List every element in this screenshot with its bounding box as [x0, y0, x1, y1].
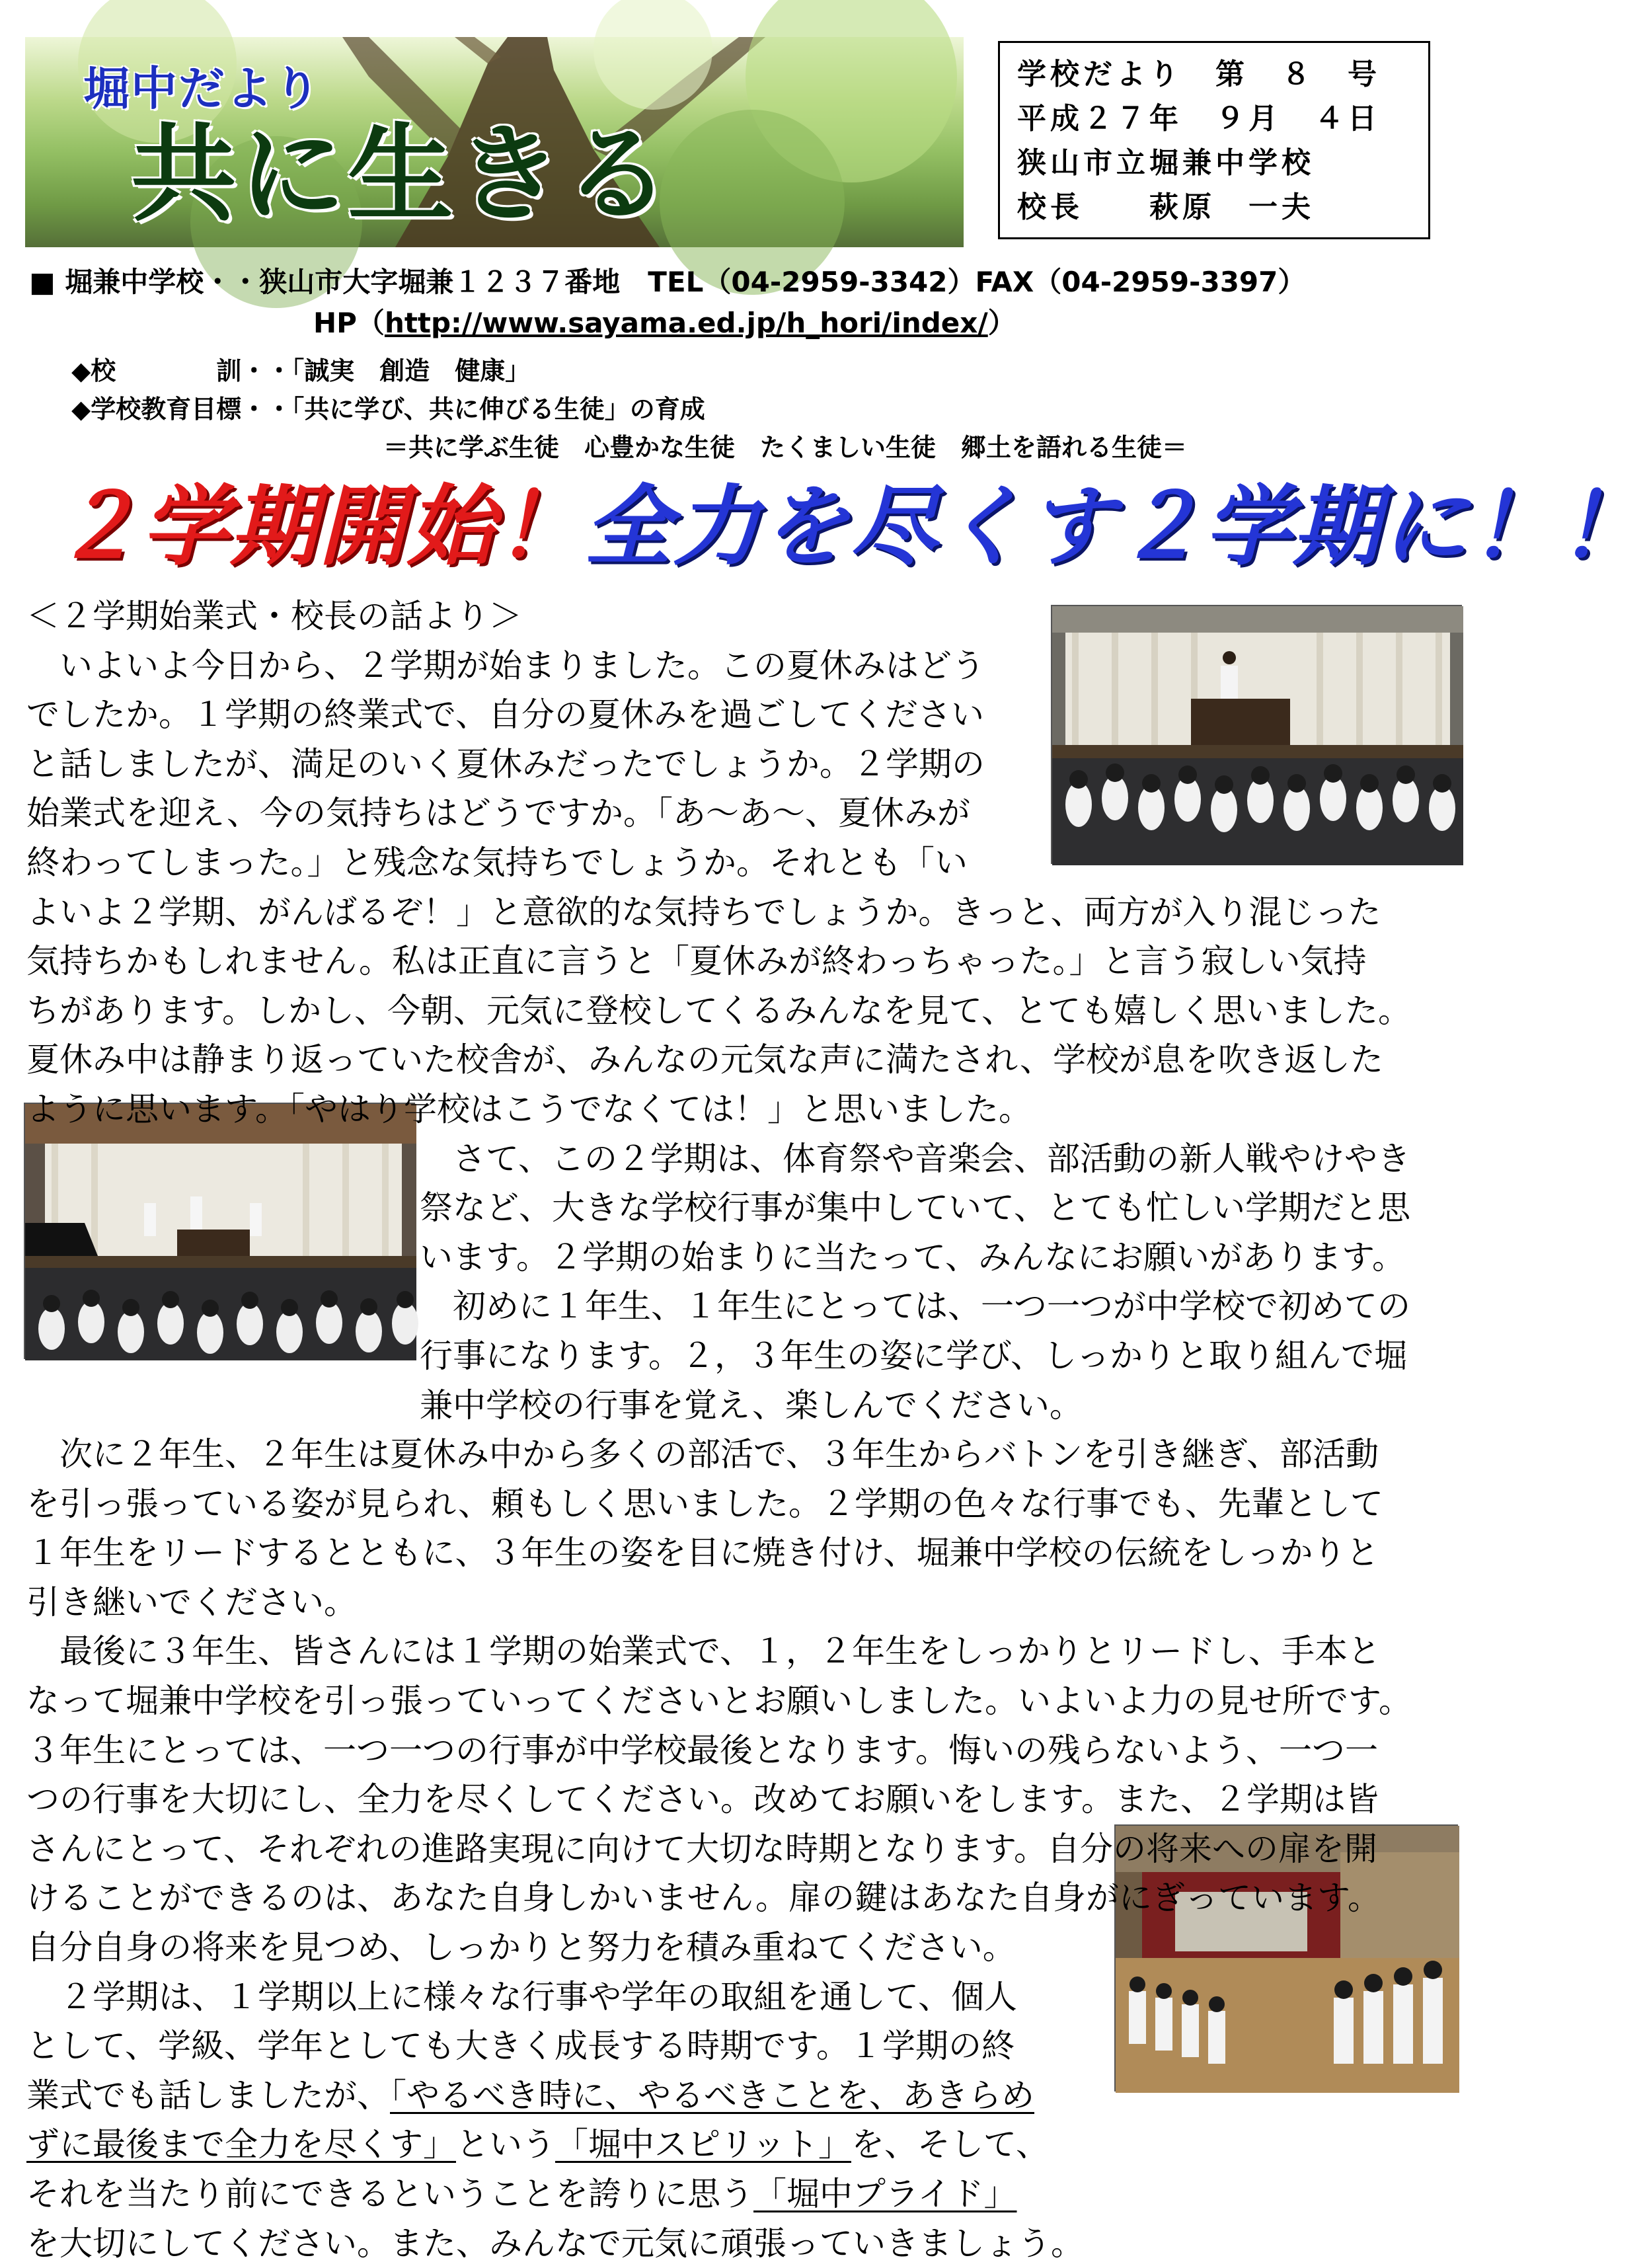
- article-line: なって堀兼中学校を引っ張っていってくださいとお願いしました。いよいよ力の見せ所です。: [26, 1682, 1412, 1721]
- article-line: ３年生にとっては、一つ一つの行事が中学校最後となります。悔いの残らないよう、一つ一: [26, 1731, 1378, 1770]
- article-line: として、学級、学年としても大きく成長する時期です。１学期の終: [26, 2027, 1015, 2066]
- school-goal-detail: ＝共に学ぶ生徒 心豊かな生徒 たくましい生徒 郷土を語れる生徒＝: [383, 433, 1188, 462]
- article-text: という: [456, 2125, 555, 2164]
- newsletter-title: 共に生きる: [131, 112, 673, 236]
- article-line: さて、この２学期は、体育祭や音楽会、部活動の新人戦やけやき: [420, 1139, 1410, 1178]
- article-line: 自分自身の将来を見つめ、しっかりと努力を積み重ねてください。: [26, 1928, 1016, 1967]
- hp-link[interactable]: http://www.sayama.ed.jp/h_hori/index/: [384, 307, 988, 339]
- hp-suffix: ）: [987, 307, 1016, 339]
- article-line: [26, 2071, 1474, 2121]
- article-line: と話しましたが、満足のいく夏休みだったでしょうか。２学期の: [26, 744, 985, 783]
- article-text: それを当たり前にできるということを誇りに思う: [26, 2175, 753, 2213]
- school-goal: ◆学校教育目標・・「共に学び、共に伸びる生徒」の育成: [71, 395, 705, 424]
- article-line: を引っ張っている姿が見られ、頼もしく思いました。２学期の色々な行事でも、先輩として: [26, 1484, 1383, 1523]
- underlined-spirit: 「堀中スピリット」: [555, 2125, 851, 2164]
- article-line: ように思います。「やはり学校はこうでなくては！」と思いました。: [26, 1089, 1032, 1128]
- underlined-motto: ずに最後まで全力を尽くす」: [26, 2125, 456, 2164]
- issue-date: 平成２７年 ９月 ４日: [1017, 102, 1381, 136]
- article-line: 最後に３年生、皆さんには１学期の始業式で、１，２年生をしっかりとリードし、手本と: [26, 1632, 1381, 1671]
- school-address: ■ 堀兼中学校・・狭山市大字堀兼１２３７番地 TEL（04-2959-3342）FAX（04-2959-3397）: [29, 266, 1306, 298]
- article-line: 夏休み中は静まり返っていた校舎が、みんなの元気な声に満たされ、学校が息を吹き返した: [26, 1040, 1383, 1079]
- article-line: つの行事を大切にし、全力を尽くしてください。改めてお願いをします。また、２学期は皆: [26, 1780, 1379, 1819]
- article-line: よいよ２学期、がんばるぞ！」と意欲的な気持ちでしょうか。きっと、両方が入り混じった: [26, 892, 1381, 931]
- article-line: ちがあります。しかし、今朝、元気に登校してくるみんなを見て、とても嬉しく思いました。: [26, 991, 1411, 1030]
- article-line: 次に２年生、２年生は夏休み中から多くの部活で、３年生からバトンを引き継ぎ、部活動: [26, 1435, 1379, 1474]
- underlined-motto: 「やるべき時に、やるべきことを、あきらめ: [390, 2076, 1034, 2115]
- masthead-banner: [25, 37, 964, 247]
- principal-name: 校長 萩原 一夫: [1017, 190, 1315, 224]
- hp-prefix: HP（: [313, 307, 385, 339]
- underlined-pride: 「堀中プライド」: [753, 2175, 1017, 2213]
- headline-red: ２学期開始！: [53, 476, 584, 578]
- headline-blue: 全力を尽くす２学期に！！: [584, 476, 1647, 578]
- newsletter-subtitle: 堀中だより: [83, 61, 321, 116]
- article-line: 祭など、大きな学校行事が集中していて、とても忙しい学期だと思: [420, 1189, 1410, 1228]
- school-motto: ◆校 訓・・「誠実 創造 健康」: [71, 356, 531, 385]
- article-line: １年生をリードするとともに、３年生の姿を目に焼き付け、堀兼中学校の伝統をしっかりと: [26, 1534, 1379, 1573]
- article-line: 気持ちかもしれません。私は正直に言うと「夏休みが終わっちゃった。」と言う寂しい気持: [26, 942, 1367, 981]
- article-line: 初めに１年生、１年生にとっては、一つ一つが中学校で初めての: [420, 1287, 1410, 1326]
- article-text: 業式でも話しましたが、: [26, 2076, 390, 2115]
- school-name: 狭山市立堀兼中学校: [1017, 146, 1315, 180]
- article-subheading: ＜２学期始業式・校長の話より＞: [26, 597, 522, 635]
- article-line: [26, 2120, 1474, 2170]
- article-line: います。２学期の始まりに当たって、みんなにお願いがあります。: [420, 1237, 1405, 1276]
- article-line: けることができるのは、あなた自身しかいません。扉の鍵はあなた自身がにぎっています。: [26, 1879, 1381, 1918]
- headline: [53, 471, 1647, 583]
- article-line: [26, 2170, 1474, 2219]
- article-text: を、そして、: [851, 2125, 1049, 2164]
- article-line: を大切にしてください。また、みんなで元気に頑張っていきましょう。: [26, 2224, 1084, 2263]
- article-line: 引き継いでください。: [26, 1583, 357, 1622]
- issue-info-box: [998, 41, 1430, 239]
- article-line: 行事になります。２，３年生の姿に学び、しっかりと取り組んで堀: [420, 1336, 1407, 1375]
- issue-number: 学校だより 第 ８ 号: [1017, 58, 1381, 91]
- article-line: さんにとって、それぞれの進路実現に向けて大切な時期となります。自分の将来への扉を開: [26, 1829, 1377, 1868]
- article-line: でしたか。１学期の終業式で、自分の夏休みを過ごしてください: [26, 695, 984, 734]
- article-line: いよいよ今日から、２学期が始まりました。この夏休みはどう: [26, 646, 985, 685]
- school-homepage: [313, 301, 1016, 341]
- article-line: ２学期は、１学期以上に様々な行事や学年の取組を通して、個人: [26, 1977, 1017, 2016]
- article-line: 終わってしまった。」と残念な気持ちでしょうか。それとも「い: [26, 843, 968, 882]
- article-body: [26, 592, 1474, 2268]
- article-line: 始業式を迎え、今の気持ちはどうですか。「あ～あ～、夏休みが: [26, 794, 970, 833]
- article-line: 兼中学校の行事を覚え、楽しんでください。: [420, 1386, 1083, 1425]
